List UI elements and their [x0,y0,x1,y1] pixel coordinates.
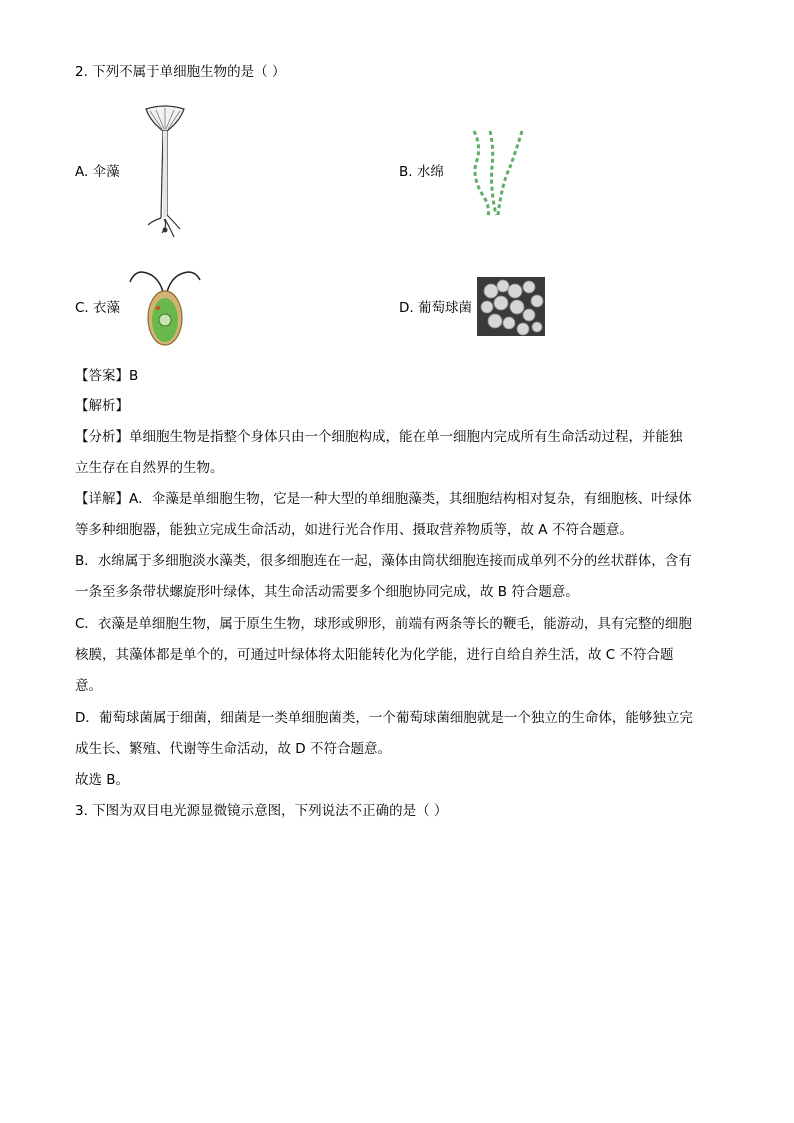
chlamydomonas-figure [128,268,202,350]
option-a-label: A. 伞藻 [75,164,120,180]
explanation-line: B．水绵属于多细胞淡水藻类，很多细胞连在一起，藻体由筒状细胞连接而成单列不分的丝状群体，含有 [75,553,692,569]
explanation-line: 【详解】A．伞藻是单细胞生物，它是一种大型的单细胞藻类，其细胞结构相对复杂，有细胞核、叶绿体 [75,491,692,507]
explanation-line: 【分析】单细胞生物是指整个身体只由一个细胞构成，能在单一细胞内完成所有生命活动过程，并能独 [75,429,683,445]
explanation-line: 核膜，其藻体都是单个的，可通过叶绿体将太阳能转化为化学能，进行自给自养生活，故 C 不符合题 [75,647,674,663]
explanation-line: 成生长、繁殖、代谢等生命活动，故 D 不符合题意。 [75,741,391,757]
option-d-label: D. 葡萄球菌 [399,300,472,316]
question-3-stem: 3. 下图为双目电光源显微镜示意图，下列说法不正确的是（ ） [75,803,448,819]
analysis-title: 【解析】 [75,398,129,414]
question-2-stem: 2. 下列不属于单细胞生物的是（ ） [75,64,286,80]
acetabularia-figure [140,103,190,243]
option-b-label: B. 水绵 [399,164,444,180]
explanation-line: 立生存在自然界的生物。 [75,460,224,476]
answer-line: 【答案】B [75,368,139,384]
spirogyra-figure [464,127,534,219]
explanation-line: 故选 B。 [75,772,130,788]
explanation-line: 等多种细胞器，能独立完成生命活动，如进行光合作用、摄取营养物质等，故 A 不符合题意。 [75,522,633,538]
explanation-line: D．葡萄球菌属于细菌，细菌是一类单细胞菌类，一个葡萄球菌细胞就是一个独立的生命体，能够独立完 [75,710,693,726]
explanation-line: C．衣藻是单细胞生物，属于原生生物，球形或卵形，前端有两条等长的鞭毛，能游动，具有完整的细胞 [75,616,692,632]
staphylococcus-figure [477,277,545,336]
explanation-line: 意。 [75,678,102,694]
explanation-line: 一条至多条带状螺旋形叶绿体，其生命活动需要多个细胞协同完成，故 B 符合题意。 [75,584,579,600]
option-c-label: C. 衣藻 [75,300,121,316]
